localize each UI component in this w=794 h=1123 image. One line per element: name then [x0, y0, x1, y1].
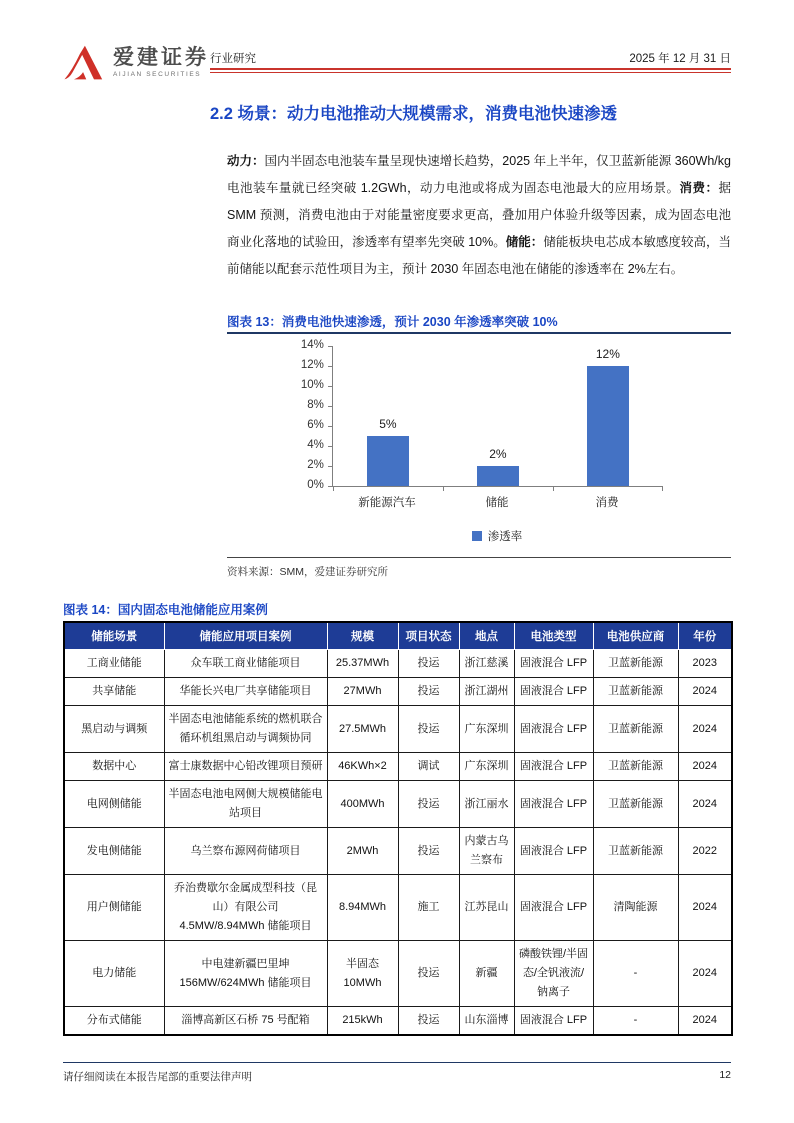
x-axis-category-label: 新能源汽车 — [358, 497, 416, 509]
figure13-source: 资料来源：SMM，爱建证券研究所 — [227, 566, 388, 578]
report-date: 2025 年 12 月 31 日 — [629, 53, 731, 65]
table-cell: 2024 — [678, 706, 732, 753]
aijian-logo — [64, 44, 209, 82]
table-cell: 卫蓝新能源 — [593, 650, 678, 678]
table-row — [64, 706, 732, 753]
figure14-title: 图表 14：国内固态电池储能应用案例 — [63, 603, 268, 617]
table-cell: - — [593, 1007, 678, 1036]
penetration-bar-chart — [288, 339, 662, 544]
table-cell: 浙江丽水 — [459, 781, 514, 828]
table-cell: 固液混合 LFP — [514, 1007, 593, 1036]
table-cell: 固液混合 LFP — [514, 828, 593, 875]
table-cell: 山东淄博 — [459, 1007, 514, 1036]
table-cell: 固液混合 LFP — [514, 650, 593, 678]
table-cell: 2024 — [678, 1007, 732, 1036]
footer-page-number: 12 — [719, 1069, 731, 1081]
table-cell: 2024 — [678, 941, 732, 1007]
y-axis-tick-mark — [328, 466, 333, 467]
table-cell: 卫蓝新能源 — [593, 706, 678, 753]
table-cell: 投运 — [398, 678, 459, 706]
table-cell: 新疆 — [459, 941, 514, 1007]
table-cell: 投运 — [398, 828, 459, 875]
chart-x-axis-labels — [332, 494, 662, 510]
table-cell: 2024 — [678, 875, 732, 941]
table-cell: 25.37MWh — [327, 650, 398, 678]
bar-新能源汽车 — [367, 436, 409, 486]
table-row — [64, 875, 732, 941]
y-axis-tick-label: 14% — [300, 339, 324, 351]
header-divider — [210, 68, 731, 73]
table-cell: 黑启动与调频 — [64, 706, 164, 753]
y-axis-tick-label: 2% — [307, 459, 324, 471]
brand-name-cn: 爱建证券 — [113, 46, 209, 70]
table-cell: 2024 — [678, 753, 732, 781]
table-row — [64, 753, 732, 781]
table-cell: 固液混合 LFP — [514, 753, 593, 781]
x-axis-category-label: 储能 — [485, 497, 509, 509]
column-header: 储能场景 — [64, 622, 164, 650]
table-cell: 46KWh×2 — [327, 753, 398, 781]
table-cell: 卫蓝新能源 — [593, 753, 678, 781]
table-cell: 固液混合 LFP — [514, 678, 593, 706]
x-axis-tick-mark — [662, 486, 663, 491]
bar-消费 — [587, 366, 629, 486]
table-cell: 电力储能 — [64, 941, 164, 1007]
y-axis-tick-label: 10% — [300, 379, 324, 391]
y-axis-tick-mark — [328, 406, 333, 407]
table-cell: 广东深圳 — [459, 706, 514, 753]
table-cell: 半固态电池储能系统的燃机联合循环机组黑启动与调频协同 — [164, 706, 327, 753]
table-cell: 固液混合 LFP — [514, 875, 593, 941]
table-cell: 215kWh — [327, 1007, 398, 1036]
table-cell: 固液混合 LFP — [514, 781, 593, 828]
y-axis-tick-label: 12% — [300, 359, 324, 371]
x-axis-tick-mark — [553, 486, 554, 491]
bar-储能 — [477, 466, 519, 486]
footer-disclaimer: 请仔细阅读在本报告尾部的重要法律声明 — [63, 1071, 252, 1083]
table-header-row — [64, 622, 732, 650]
y-axis-tick-mark — [328, 386, 333, 387]
table-cell: 卫蓝新能源 — [593, 828, 678, 875]
x-axis-category-label: 消费 — [595, 497, 619, 509]
table-cell: 淄博高新区石桥 75 号配箱 — [164, 1007, 327, 1036]
chart-plot-area — [332, 346, 662, 487]
paragraph-keyword: 动力： — [227, 154, 265, 168]
column-header: 电池供应商 — [593, 622, 678, 650]
column-header: 储能应用项目案例 — [164, 622, 327, 650]
table-cell: 投运 — [398, 706, 459, 753]
brand-text — [113, 47, 209, 79]
column-header: 地点 — [459, 622, 514, 650]
table-row — [64, 1007, 732, 1036]
table-cell: 施工 — [398, 875, 459, 941]
table-cell: 2023 — [678, 650, 732, 678]
paragraph-text: 国内半固态电池装车量呈现快速增长趋势，2025 年上半年，仅卫蓝新能源 360Wh/kg 电池装车量就已经突破 1.2GWh，动力电池或将成为固态电池最大的应用场景。 — [227, 154, 731, 195]
x-axis-tick-mark — [333, 486, 334, 491]
storage-cases-table — [63, 621, 733, 1036]
table-cell: 工商业储能 — [64, 650, 164, 678]
table-cell: 中电建新疆巴里坤 156MW/624MWh 储能项目 — [164, 941, 327, 1007]
y-axis-tick-mark — [328, 366, 333, 367]
column-header: 年份 — [678, 622, 732, 650]
body-paragraph — [227, 148, 731, 283]
table-cell: 江苏昆山 — [459, 875, 514, 941]
table-cell: 内蒙古乌兰察布 — [459, 828, 514, 875]
table-cell: 广东深圳 — [459, 753, 514, 781]
paragraph-text: 储能板块电芯成本敏感度较高，当前储能以配套示范性项目为主，预计 2030 年固态电池在储能的渗透率在 2%左右。 — [227, 235, 731, 276]
table-cell: 27MWh — [327, 678, 398, 706]
table-cell: 用户侧储能 — [64, 875, 164, 941]
chart-y-axis — [288, 339, 332, 491]
table-cell: 共享储能 — [64, 678, 164, 706]
table-cell: - — [593, 941, 678, 1007]
bar-value-label: 2% — [489, 447, 507, 461]
table-cell: 2022 — [678, 828, 732, 875]
bar-value-label: 12% — [595, 347, 620, 361]
table-row — [64, 781, 732, 828]
section-title: 2.2 场景：动力电池推动大规模需求，消费电池快速渗透 — [210, 105, 618, 123]
table-cell: 乔治费歇尔金属成型科技（昆山）有限公司 4.5MW/8.94MWh 储能项目 — [164, 875, 327, 941]
table-cell: 磷酸铁锂/半固态/全钒液流/钠离子 — [514, 941, 593, 1007]
table-cell: 半固态 10MWh — [327, 941, 398, 1007]
y-axis-tick-label: 4% — [307, 439, 324, 451]
table-row — [64, 828, 732, 875]
table-cell: 分布式储能 — [64, 1007, 164, 1036]
paragraph-keyword: 消费： — [679, 181, 719, 195]
table-row — [64, 941, 732, 1007]
y-axis-tick-label: 8% — [307, 399, 324, 411]
table-row — [64, 650, 732, 678]
table-cell: 半固态电池电网侧大规模储能电站项目 — [164, 781, 327, 828]
column-header: 电池类型 — [514, 622, 593, 650]
footer-divider — [63, 1062, 731, 1063]
x-axis-tick-mark — [443, 486, 444, 491]
y-axis-tick-label: 0% — [307, 479, 324, 491]
chart-legend — [332, 528, 662, 544]
aijian-logo-icon — [64, 44, 104, 82]
table-cell: 清陶能源 — [593, 875, 678, 941]
table-cell: 8.94MWh — [327, 875, 398, 941]
table-cell: 卫蓝新能源 — [593, 781, 678, 828]
legend-swatch — [472, 531, 482, 541]
table-cell: 富士康数据中心铅改锂项目预研 — [164, 753, 327, 781]
y-axis-tick-mark — [328, 426, 333, 427]
table-cell: 乌兰察布源网荷储项目 — [164, 828, 327, 875]
table-cell: 卫蓝新能源 — [593, 678, 678, 706]
table-row — [64, 678, 732, 706]
table-cell: 投运 — [398, 941, 459, 1007]
table-cell: 2MWh — [327, 828, 398, 875]
table-cell: 浙江慈溪 — [459, 650, 514, 678]
table-cell: 发电侧储能 — [64, 828, 164, 875]
figure13-title: 图表 13：消费电池快速渗透，预计 2030 年渗透率突破 10% — [227, 315, 558, 329]
table-cell: 投运 — [398, 1007, 459, 1036]
table-cell: 2024 — [678, 678, 732, 706]
table-cell: 固液混合 LFP — [514, 706, 593, 753]
table-cell: 华能长兴电厂共享储能项目 — [164, 678, 327, 706]
y-axis-tick-label: 6% — [307, 419, 324, 431]
column-header: 规模 — [327, 622, 398, 650]
table-cell: 27.5MWh — [327, 706, 398, 753]
table-cell: 数据中心 — [64, 753, 164, 781]
figure13-source-divider — [227, 557, 731, 558]
brand-name-en: AIJIAN SECURITIES — [113, 71, 202, 79]
paragraph-keyword: 储能： — [505, 235, 544, 249]
y-axis-tick-mark — [328, 346, 333, 347]
table-cell: 400MWh — [327, 781, 398, 828]
paragraph-text: 据 SMM 预测，消费电池由于对能量密度要求更高，叠加用户体验升级等因素，成为固态电池商业化落地的试验田，渗透率有望率先突破 10%。 — [227, 181, 731, 249]
y-axis-tick-mark — [328, 446, 333, 447]
figure13-title-divider — [227, 332, 731, 334]
table-cell: 浙江湖州 — [459, 678, 514, 706]
table-cell: 调试 — [398, 753, 459, 781]
table-cell: 投运 — [398, 650, 459, 678]
table-body — [64, 650, 732, 1036]
table-cell: 2024 — [678, 781, 732, 828]
table-cell: 众车联工商业储能项目 — [164, 650, 327, 678]
column-header: 项目状态 — [398, 622, 459, 650]
report-category: 行业研究 — [210, 53, 256, 65]
bar-value-label: 5% — [379, 417, 397, 431]
table-cell: 投运 — [398, 781, 459, 828]
table-cell: 电网侧储能 — [64, 781, 164, 828]
legend-label: 渗透率 — [487, 531, 523, 543]
